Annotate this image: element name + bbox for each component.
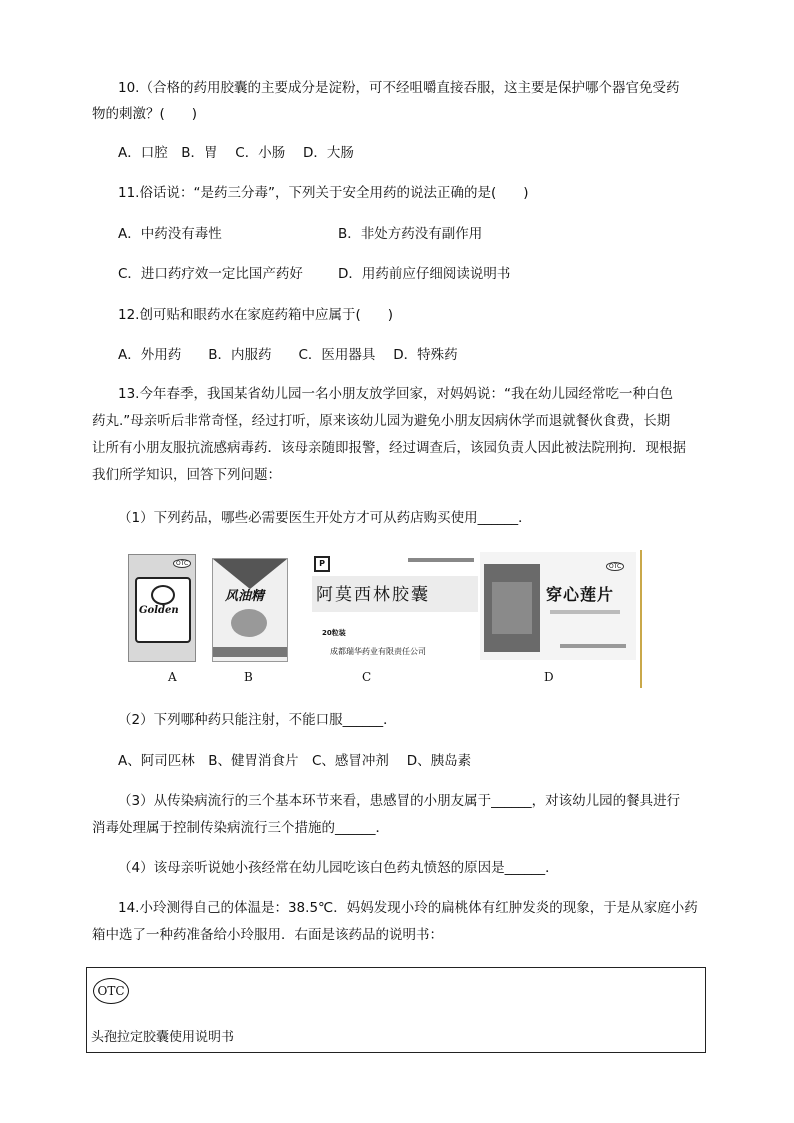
drug-image-c: P 阿莫西林胶囊 20粒装 成都瑞华药业有限责任公司 [312, 554, 478, 660]
q14-stem-line2: 箱中选了一种药准备给小玲服用．右面是该药品的说明书： [92, 927, 443, 943]
drug-image-b [212, 558, 288, 662]
q13-stem-line1: 13.今年春季，我国某省幼儿园一名小朋友放学回家，对妈妈说：“我在幼儿园经常吃一种白色 [118, 386, 673, 402]
q13-sub4: （4）该母亲听说她小孩经常在幼儿园吃该白色药丸愤怒的原因是______． [118, 860, 559, 876]
drug-label-d: D [544, 670, 554, 684]
q11-option-c: C．进口药疗效一定比国产药好 [118, 266, 303, 282]
q10-options: A．口腔 B．胃 C．小肠 D．大肠 [118, 145, 354, 161]
q13-sub3-line2: 消毒处理属于控制传染病流行三个措施的______． [92, 820, 389, 836]
drug-image-d [480, 552, 636, 660]
q13-stem-line4: 我们所学知识，回答下列问题： [92, 467, 281, 483]
drug-b-name: 风油精 [225, 589, 265, 604]
q13-sub1: （1）下列药品，哪些必需要医生开处方才可从药店购买使用______． [118, 510, 532, 526]
drug-label-c: C [362, 670, 372, 684]
q14-stem-line1: 14.小玲测得自己的体温是：38.5℃．妈妈发现小玲的扁桃体有红肿发炎的现象，于是从家庭小药 [118, 900, 698, 916]
q13-sub2: （2）下列哪种药只能注射，不能口服______． [118, 712, 397, 728]
q11-option-b: B．非处方药没有副作用 [338, 226, 483, 242]
image-border-line [640, 550, 642, 688]
q13-sub2-options: A、阿司匹林 B、健胃消食片 C、感冒冲剂 D、胰岛素 [118, 753, 472, 769]
drug-images [126, 548, 646, 693]
instruction-title: 头孢拉定胶囊使用说明书 [91, 1030, 235, 1045]
drug-label-b: B [244, 670, 253, 684]
q11-option-a: A．中药没有毒性 [118, 226, 222, 242]
drug-d-name: 穿心莲片 [546, 585, 615, 604]
drug-c-company: 成都瑞华药业有限责任公司 [330, 647, 426, 656]
q13-stem-line3: 让所有小朋友服抗流感病毒药．该母亲随即报警，经过调查后，该园负责人因此被法院刑拘．现根据 [92, 440, 686, 456]
otc-icon: OTC [93, 978, 129, 1004]
q12-options: A．外用药 B．内服药 C．医用器具 D．特殊药 [118, 347, 458, 363]
otc-icon: OTC [606, 562, 624, 571]
q13-stem-line2: 药丸.”母亲听后非常奇怪，经过打听，原来该幼儿园为避免小朋友因病休学而退就餐伙食费，长期 [92, 413, 671, 429]
drug-image-a [128, 554, 196, 662]
drug-label-a: A [168, 670, 177, 684]
q10-stem-line2: 物的刺激？( ) [92, 106, 198, 122]
q12-stem: 12.创可贴和眼药水在家庭药箱中应属于( ) [118, 307, 394, 323]
drug-a-brand-text: Golden [139, 605, 179, 616]
drug-instruction-box [86, 967, 706, 1053]
q11-option-d: D．用药前应仔细阅读说明书 [338, 266, 511, 282]
q13-sub3-line1: （3）从传染病流行的三个基本环节来看，患感冒的小朋友属于______，对该幼儿园的餐具进行 [118, 793, 681, 809]
drug-c-count: 20粒装 [322, 629, 346, 637]
q11-stem: 11.俗话说：“是药三分毒”，下列关于安全用药的说法正确的是( ) [118, 185, 529, 201]
q10-stem-line1: 10.（合格的药用胶囊的主要成分是淀粉，可不经咀嚼直接吞服，这主要是保护哪个器官免受药 [118, 80, 680, 96]
otc-icon: OTC [173, 559, 191, 568]
drug-c-name: 阿莫西林胶囊 [316, 585, 430, 605]
